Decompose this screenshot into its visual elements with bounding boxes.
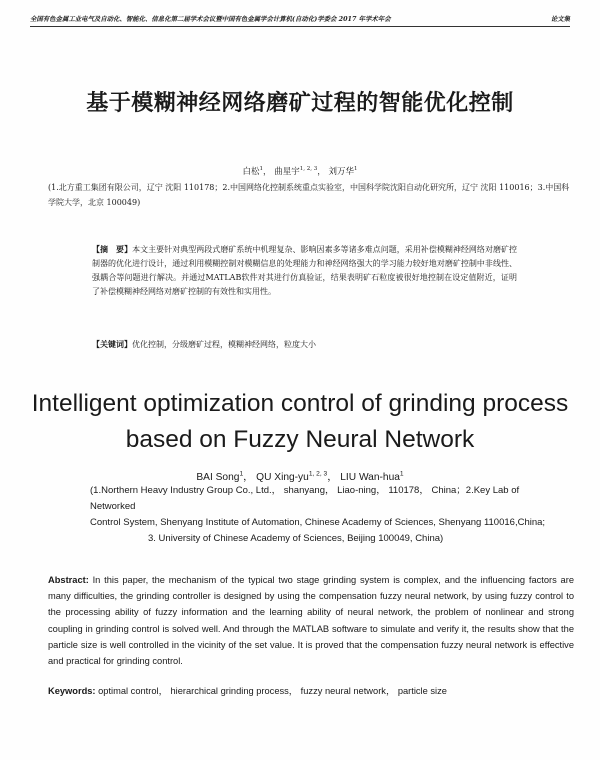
keywords-text: 优化控制，分级磨矿过程，模糊神经网络，粒度大小 xyxy=(132,340,316,349)
keywords-label: Keywords: xyxy=(48,686,96,696)
english-title xyxy=(0,386,600,458)
author-name: 曲星宇 xyxy=(274,167,300,177)
english-affiliation xyxy=(90,483,565,547)
author-affil-mark: 1 xyxy=(259,166,264,173)
english-title-line: based on Fuzzy Neural Network xyxy=(125,426,475,453)
running-title: 全国有色金属工业电气及自动化、智能化、信息化第二届学术会议暨中国有色金属学会计算机(自动化)学委会 2017 年学术年会 xyxy=(30,15,391,23)
author-name: BAI Song xyxy=(196,472,240,483)
chinese-abstract xyxy=(92,242,517,299)
author-affil-mark: 1 xyxy=(239,470,244,478)
abstract-label: 【摘 要】 xyxy=(92,244,133,254)
chinese-authors: 白松$^1$， 曲星宇$^{1, 2, 3}$， 刘万华$^1$ xyxy=(242,166,358,177)
author-affil-mark: 1, 2, 3 xyxy=(308,470,328,478)
affiliation-line: (1.Northern Heavy Industry Group Co., Ltd.， shanyang， Liao-ning， 110178， China；2.Key Lab of Networked xyxy=(90,485,520,512)
author-name: LIU Wan-hua xyxy=(340,472,400,483)
proceedings-label: 论文集 xyxy=(550,15,570,23)
affiliation-line: Control System, Shenyang Institute of Automation, Chinese Academy of Sciences, Shenyang 110016,China; xyxy=(90,517,546,528)
abstract-text: 本文主要针对典型两段式磨矿系统中机理复杂、影响因素多等诸多难点问题，采用补偿模糊神经网络对磨矿控制器的优化进行设计，通过利用模糊控制对模糊信息的处理能力和神经网络强大的学习能力较好地对磨矿控制中非线性、强耦合等问题进行解决。并通过MATLAB软件对其进行仿真验证，结果表明矿石粒度被很好地控制在设定值附近，证明了补偿模糊神经网络对磨矿控制的有效性和实用性。 xyxy=(92,245,518,296)
chinese-title: 基于模糊神经网络磨矿过程的智能优化控制 xyxy=(86,91,514,116)
english-keywords xyxy=(48,683,574,697)
author-affil-mark: 1 xyxy=(399,470,404,478)
chinese-affiliation: (1.北方重工集团有限公司，辽宁 沈阳 110178；2.中国网络化控制系统重点实验室，中国科学院沈阳自动化研究所，辽宁 沈阳 110016；3.中国科学院大学，北京 100049) xyxy=(48,183,570,207)
english-authors xyxy=(0,468,600,483)
author-separator: ， xyxy=(327,472,338,483)
abstract-text: In this paper, the mechanism of the typical two stage grinding system is complex, and the influencing factors are many difficulties, the grinding controller is designed by using the compensation fuzzy neural network, by using fuzzy control to the processing ability of fuzzy information and the learning ability of neural network, the problem of nonlinear and strong coupling in grinding control is solved well. And through the MATLAB software to simulate and verify it, the results show that the particle size is well controlled in the vicinity of the set value. It is proved that the compensation fuzzy neural network is effective and practical for grinding control. xyxy=(48,575,574,667)
author-affil-mark: 1 xyxy=(354,166,358,173)
english-title-line: Intelligent optimization control of grinding process xyxy=(31,390,569,417)
chinese-keywords xyxy=(92,339,522,350)
author-name: 白松 xyxy=(242,167,260,177)
author-name: 刘万华 xyxy=(328,167,354,177)
author-separator: ， xyxy=(243,472,254,483)
author-name: QU Xing-yu xyxy=(256,472,309,483)
author-affil-mark: 1, 2, 3 xyxy=(299,166,318,173)
affiliation-line: 3. University of Chinese Academy of Sciences, Beijing 100049, China) xyxy=(148,533,444,544)
running-header xyxy=(30,14,570,23)
keywords-label: 【关键词】 xyxy=(92,339,132,349)
keywords-text: optimal control， hierarchical grinding process， fuzzy neural network， particle size xyxy=(98,686,447,696)
english-abstract xyxy=(48,572,574,669)
header-divider xyxy=(30,26,570,27)
abstract-label: Abstract: xyxy=(48,575,89,585)
